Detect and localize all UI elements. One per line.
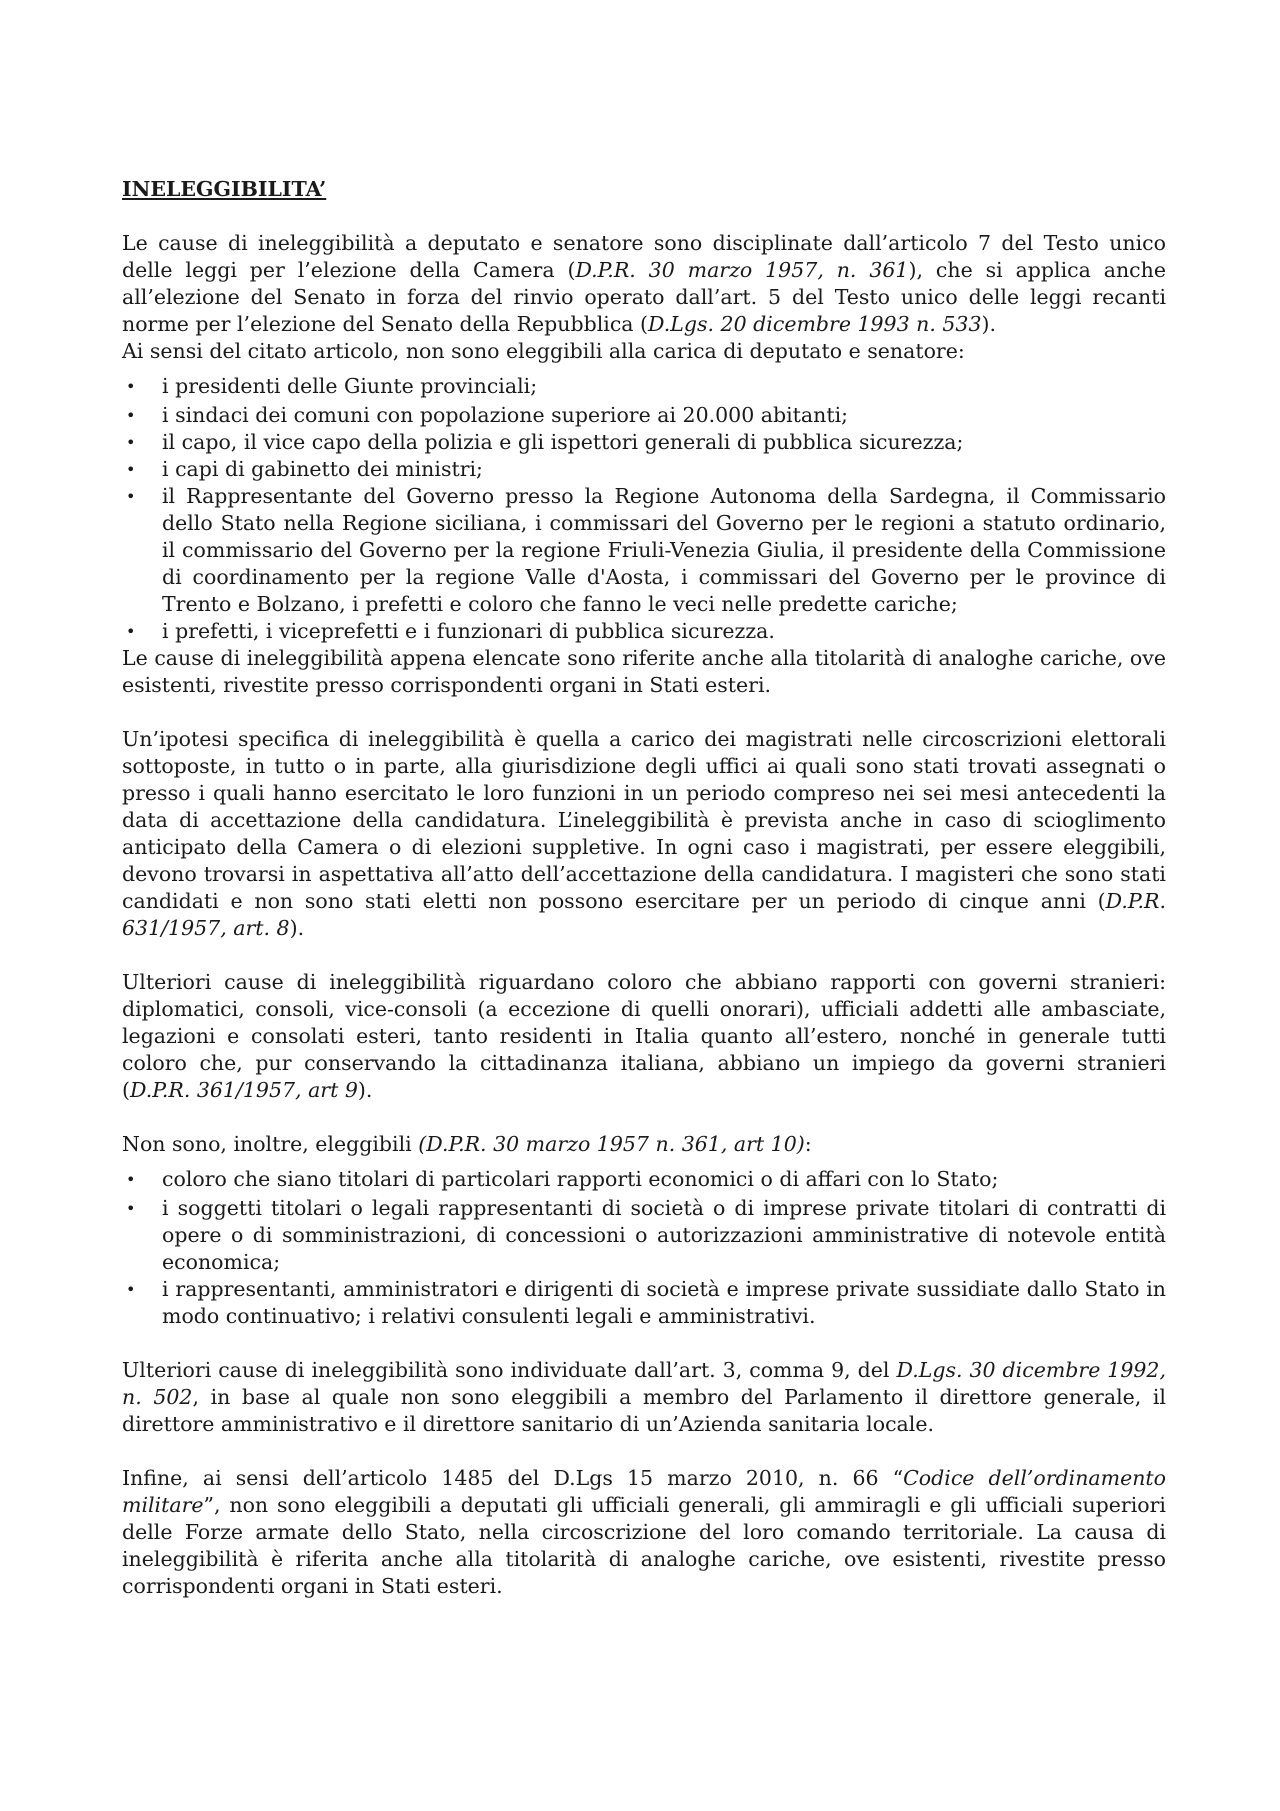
document-page bbox=[122, 176, 1166, 1600]
list-item: • i prefetti, i viceprefetti e i funzionari di pubblica sicurezza. bbox=[126, 619, 775, 643]
list-item: • coloro che siano titolari di particolari rapporti economici o di affari con lo Stato; bbox=[126, 1167, 999, 1191]
bullet-icon: • bbox=[126, 377, 136, 396]
list-item: • il Rappresentante del Governo presso la Regione Autonoma della Sardegna, il Commissario dello Stato nella Regione siciliana, i commissari del Governo per le regioni a statuto ordinario, il commissario del Governo per la regione Friuli-Venezia Giulia, il presidente della Commissione di coordinamento per la regione Valle d'Aosta, i commissari del Governo per le province di Trento e Bolzano, i prefetti e coloro che fanno le veci nelle predette cariche; bbox=[126, 484, 1166, 616]
bullet-icon: • bbox=[126, 1199, 136, 1218]
paragraph-4: Un’ipotesi specifica di ineleggibilità è quella a carico dei magistrati nelle circoscrizioni elettorali sottoposte, in tutto o in parte, alla giurisdizione degli uffici ai quali sono stati trovati assegnati o presso i quali hanno esercitato le loro funzioni in un periodo compreso nei sei mesi antecedenti la data di accettazione della candidatura. L’ineleggibilità è prevista anche in caso di scioglimento anticipato della Camera o di elezioni suppletive. In ogni caso i magistrati, per essere eleggibili, devono trovarsi in aspettativa all’atto dell’accettazione della candidatura. I magisteri che sono stati candidati e non sono stati eletti non possono esercitare per un periodo di cinque anni (D.P.R. 631/1957, art. 8). bbox=[122, 727, 1166, 940]
list-item: • il capo, il vice capo della polizia e gli ispettori generali di pubblica sicurezza; bbox=[126, 430, 964, 454]
paragraph-8: Infine, ai sensi dell’articolo 1485 del D.Lgs 15 marzo 2010, n. 66 “Codice dell’ordinamento militare”, non sono eleggibili a deputati gli ufficiali generali, gli ammiragli e gli ufficiali superiori delle Forze armate dello Stato, nella circoscrizione del loro comando territoriale. La causa di ineleggibilità è riferita anche alla titolarità di analoghe cariche, ove esistenti, rivestite presso corrispondenti organi in Stati esteri. bbox=[122, 1466, 1166, 1598]
bullet-icon: • bbox=[126, 1280, 136, 1299]
list-item: • i soggetti titolari o legali rappresentanti di società o di imprese private titolari di contratti di opere o di somministrazioni, di concessioni o autorizzazioni amministrative di notevole entità economica; bbox=[126, 1196, 1166, 1274]
paragraph-7: Ulteriori cause di ineleggibilità sono individuate dall’art. 3, comma 9, del D.Lgs. 30 dicembre 1992, n. 502, in base al quale non sono eleggibili a membro del Parlamento il direttore generale, il direttore amministrativo e il direttore sanitario di un’Azienda sanitaria locale. bbox=[122, 1358, 1166, 1436]
list-item: • i presidenti delle Giunte provinciali; bbox=[126, 374, 538, 398]
list-item: • i capi di gabinetto dei ministri; bbox=[126, 457, 483, 481]
list-item: • i rappresentanti, amministratori e dirigenti di società e imprese private sussidiate dallo Stato in modo continuativo; i relativi consulenti legali e amministrativi. bbox=[126, 1277, 1166, 1328]
document-title: INELEGGIBILITA’ bbox=[122, 177, 327, 201]
list-item: • i sindaci dei comuni con popolazione superiore ai 20.000 abitanti; bbox=[126, 403, 849, 427]
ineligibility-list-1 bbox=[122, 373, 1166, 645]
paragraph-1: Le cause di ineleggibilità a deputato e senatore sono disciplinate dall’articolo 7 del Testo unico delle leggi per l’elezione della Camera (D.P.R. 30 marzo 1957, n. 361), che si applica anche all’elezione del Senato in forza del rinvio operato dall’art. 5 del Testo unico delle leggi recanti norme per l’elezione del Senato della Repubblica (D.Lgs. 20 dicembre 1993 n. 533). bbox=[122, 231, 1167, 336]
bullet-icon: • bbox=[126, 487, 136, 506]
paragraph-2: Ai sensi del citato articolo, non sono eleggibili alla carica di deputato e senatore: bbox=[122, 339, 965, 363]
paragraph-3: Le cause di ineleggibilità appena elencate sono riferite anche alla titolarità di analoghe cariche, ove esistenti, rivestite presso corrispondenti organi in Stati esteri. bbox=[122, 646, 1166, 697]
bullet-icon: • bbox=[126, 406, 136, 425]
paragraph-6: Non sono, inoltre, eleggibili (D.P.R. 30 marzo 1957 n. 361, art 10): bbox=[122, 1132, 812, 1156]
bullet-icon: • bbox=[126, 622, 136, 641]
paragraph-5: Ulteriori cause di ineleggibilità riguardano coloro che abbiano rapporti con governi stranieri: diplomatici, consoli, vice-consoli (a eccezione di quelli onorari), ufficiali addetti alle ambasciate, legazioni e consolati esteri, tanto residenti in Italia quanto all’estero, nonché in generale tutti coloro che, pur conservando la cittadinanza italiana, abbiano un impiego da governi stranieri (D.P.R. 361/1957, art 9). bbox=[122, 970, 1166, 1102]
ineligibility-list-2 bbox=[122, 1166, 1166, 1330]
bullet-icon: • bbox=[126, 1170, 136, 1189]
bullet-icon: • bbox=[126, 460, 136, 479]
bullet-icon: • bbox=[126, 433, 136, 452]
